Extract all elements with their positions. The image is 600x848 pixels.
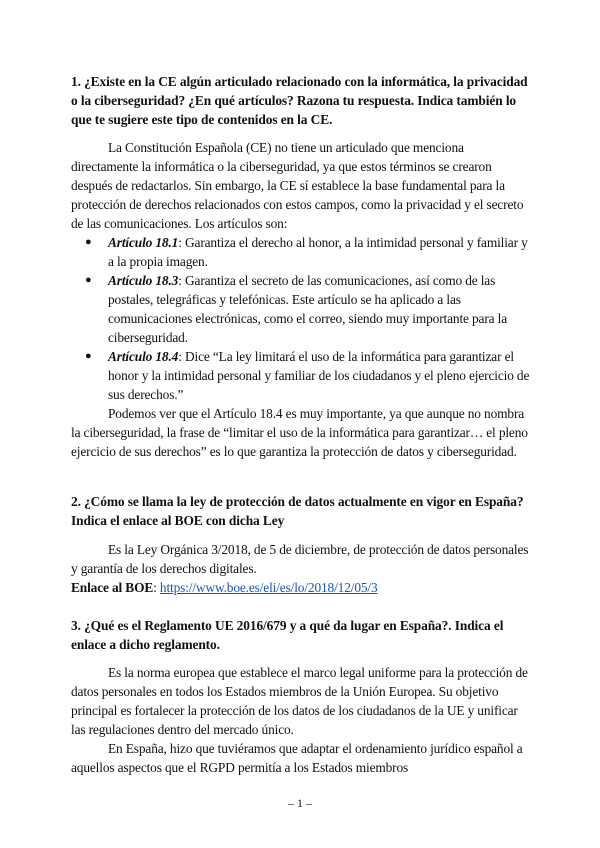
list-item: [71, 271, 531, 347]
article-text: : Dice “La ley limitará el uso de la informática para garantizar el honor y la intimidad personal y familiar de los ciudadanos y el pleno ejercicio de sus derechos.”: [108, 349, 530, 402]
page-number: – 1 –: [288, 796, 312, 810]
boe-link[interactable]: https://www.boe.es/eli/es/lo/2018/12/05/3: [159, 580, 378, 595]
bullet-icon: ●: [85, 350, 92, 362]
boe-link-label: Enlace al BOE: [71, 580, 154, 595]
question-3-heading: 3. ¿Qué es el Reglamento UE 2016/679 y a qué da lugar en España?. Indica el enlace a dicho reglamento.: [71, 618, 504, 652]
question-1-intro: La Constitución Española (CE) no tiene un articulado que menciona directamente la informática o la ciberseguridad, ya que estos términos se crearon después de redactarlos. Sin embargo, la CE sí establece la base fundamental para la protección de derechos relacionados con estos campos, como la privacidad y el secreto de las comunicaciones. Los artículos son:: [71, 140, 524, 231]
question-1-answer: [71, 138, 531, 461]
boe-link-row: [71, 578, 531, 597]
article-name: Artículo 18.3: [108, 273, 179, 288]
bullet-icon: ●: [85, 236, 92, 248]
article-text: : Garantiza el secreto de las comunicaciones, así como de las postales, telegráficas y telefónicas. Este artículo se ha aplicado a las comunicaciones electrónicas, como el correo, siendo muy importante para la ciberseguridad.: [108, 273, 508, 345]
articles-list: [71, 233, 531, 404]
question-3-answer: [71, 663, 531, 777]
question-3-paragraph-2: En España, hizo que tuviéramos que adaptar el ordenamiento jurídico español a aquellos aspectos que el RGPD permitía a los Estados miembros: [71, 741, 523, 775]
boe-link-separator: :: [153, 580, 160, 595]
question-3-paragraph-1: Es la norma europea que establece el marco legal uniforme para la protección de datos personales en todos los Estados miembros de la Unión Europea. Su objetivo principal es fortalecer la protección de los datos de los ciudadanos de la UE y unificar las regulaciones dentro del mercado único.: [71, 665, 528, 737]
question-2-text: Es la Ley Orgánica 3/2018, de 5 de diciembre, de protección de datos personales y garantía de los derechos digitales.: [71, 542, 529, 576]
bullet-icon: ●: [85, 274, 92, 286]
question-1-heading: 1. ¿Existe en la CE algún articulado relacionado con la informática, la privacidad o la ciberseguridad? ¿En qué artículos? Razona tu respuesta. Indica también lo que te sugiere este tipo de contenidos en la CE.: [71, 74, 528, 127]
question-2-answer: [71, 540, 531, 597]
article-name: Artículo 18.1: [108, 235, 179, 250]
article-name: Artículo 18.4: [108, 349, 179, 364]
question-1-conclusion: Podemos ver que el Artículo 18.4 es muy importante, ya que aunque no nombra la ciberseguridad, la frase de “limitar el uso de la informática para garantizar… el pleno ejercicio de sus derechos” es lo que garantiza la protección de datos y ciberseguridad.: [71, 406, 528, 459]
list-item: [71, 347, 531, 404]
question-2-heading: 2. ¿Cómo se llama la ley de protección de datos actualmente en vigor en España? Indica el enlace al BOE con dicha Ley: [71, 494, 524, 528]
list-item: [71, 233, 531, 271]
article-text: : Garantiza el derecho al honor, a la intimidad personal y familiar y a la propia imagen.: [108, 235, 528, 269]
